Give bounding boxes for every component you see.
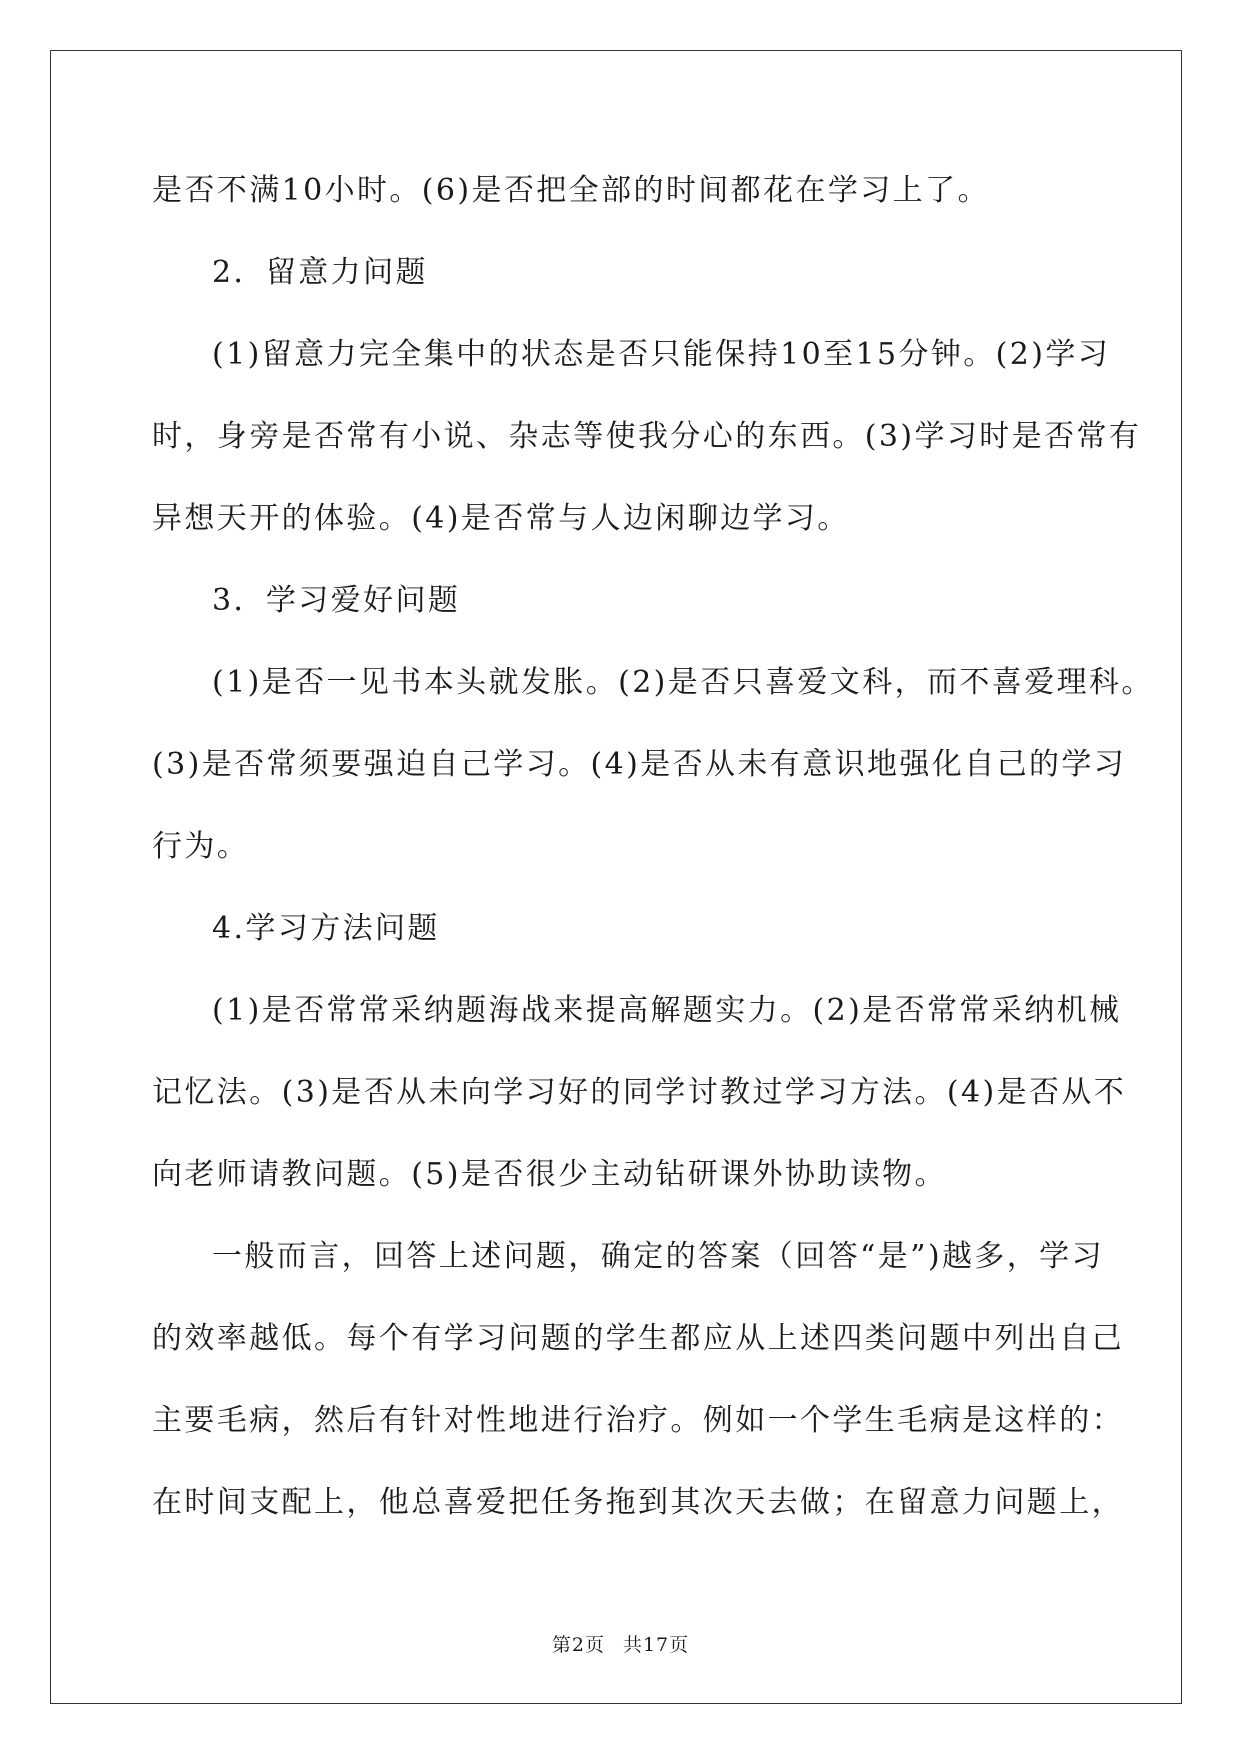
page-footer — [0, 1630, 1241, 1657]
text-line: 行为。 — [152, 829, 250, 864]
text-line: (3)是否常须要强迫自己学习。(4)是否从未有意识地强化自己的学习 — [152, 747, 1127, 782]
text-line: 的效率越低。每个有学习问题的学生都应从上述四类问题中列出自己 — [152, 1321, 1124, 1356]
section-heading: 2．留意力问题 — [212, 255, 428, 290]
text-line: (1)留意力完全集中的状态是否只能保持10至15分钟。(2)学习 — [212, 337, 1111, 372]
text-line: 在时间支配上，他总喜爱把任务拖到其次天去做；在留意力问题上， — [152, 1485, 1124, 1520]
section-heading: 4.学习方法问题 — [212, 911, 440, 946]
text-line: 一般而言，回答上述问题，确定的答案（回答“是”)越多，学习 — [212, 1239, 1104, 1274]
text-line: 记忆法。(3)是否从未向学习好的同学讨教过学习方法。(4)是否从不 — [152, 1075, 1127, 1110]
page-number: 第2页 — [551, 1634, 605, 1656]
text-line: (1)是否一见书本头就发胀。(2)是否只喜爱文科，而不喜爱理科。 — [212, 665, 1154, 700]
text-line: 主要毛病，然后有针对性地进行治疗。例如一个学生毛病是这样的： — [152, 1403, 1124, 1438]
text-line: 是否不满10小时。(6)是否把全部的时间都花在学习上了。 — [152, 173, 990, 208]
text-line: (1)是否常常采纳题海战来提高解题实力。(2)是否常常采纳机械 — [212, 993, 1122, 1028]
page-total: 共17页 — [622, 1634, 690, 1656]
text-line: 向老师请教问题。(5)是否很少主动钻研课外协助读物。 — [152, 1157, 947, 1192]
section-heading: 3．学习爱好问题 — [212, 583, 461, 618]
document-body — [152, 166, 1154, 1560]
text-line: 异想天开的体验。(4)是否常与人边闲聊边学习。 — [152, 501, 850, 536]
text-line: 时，身旁是否常有小说、杂志等使我分心的东西。(3)学习时是否常有 — [152, 419, 1142, 454]
